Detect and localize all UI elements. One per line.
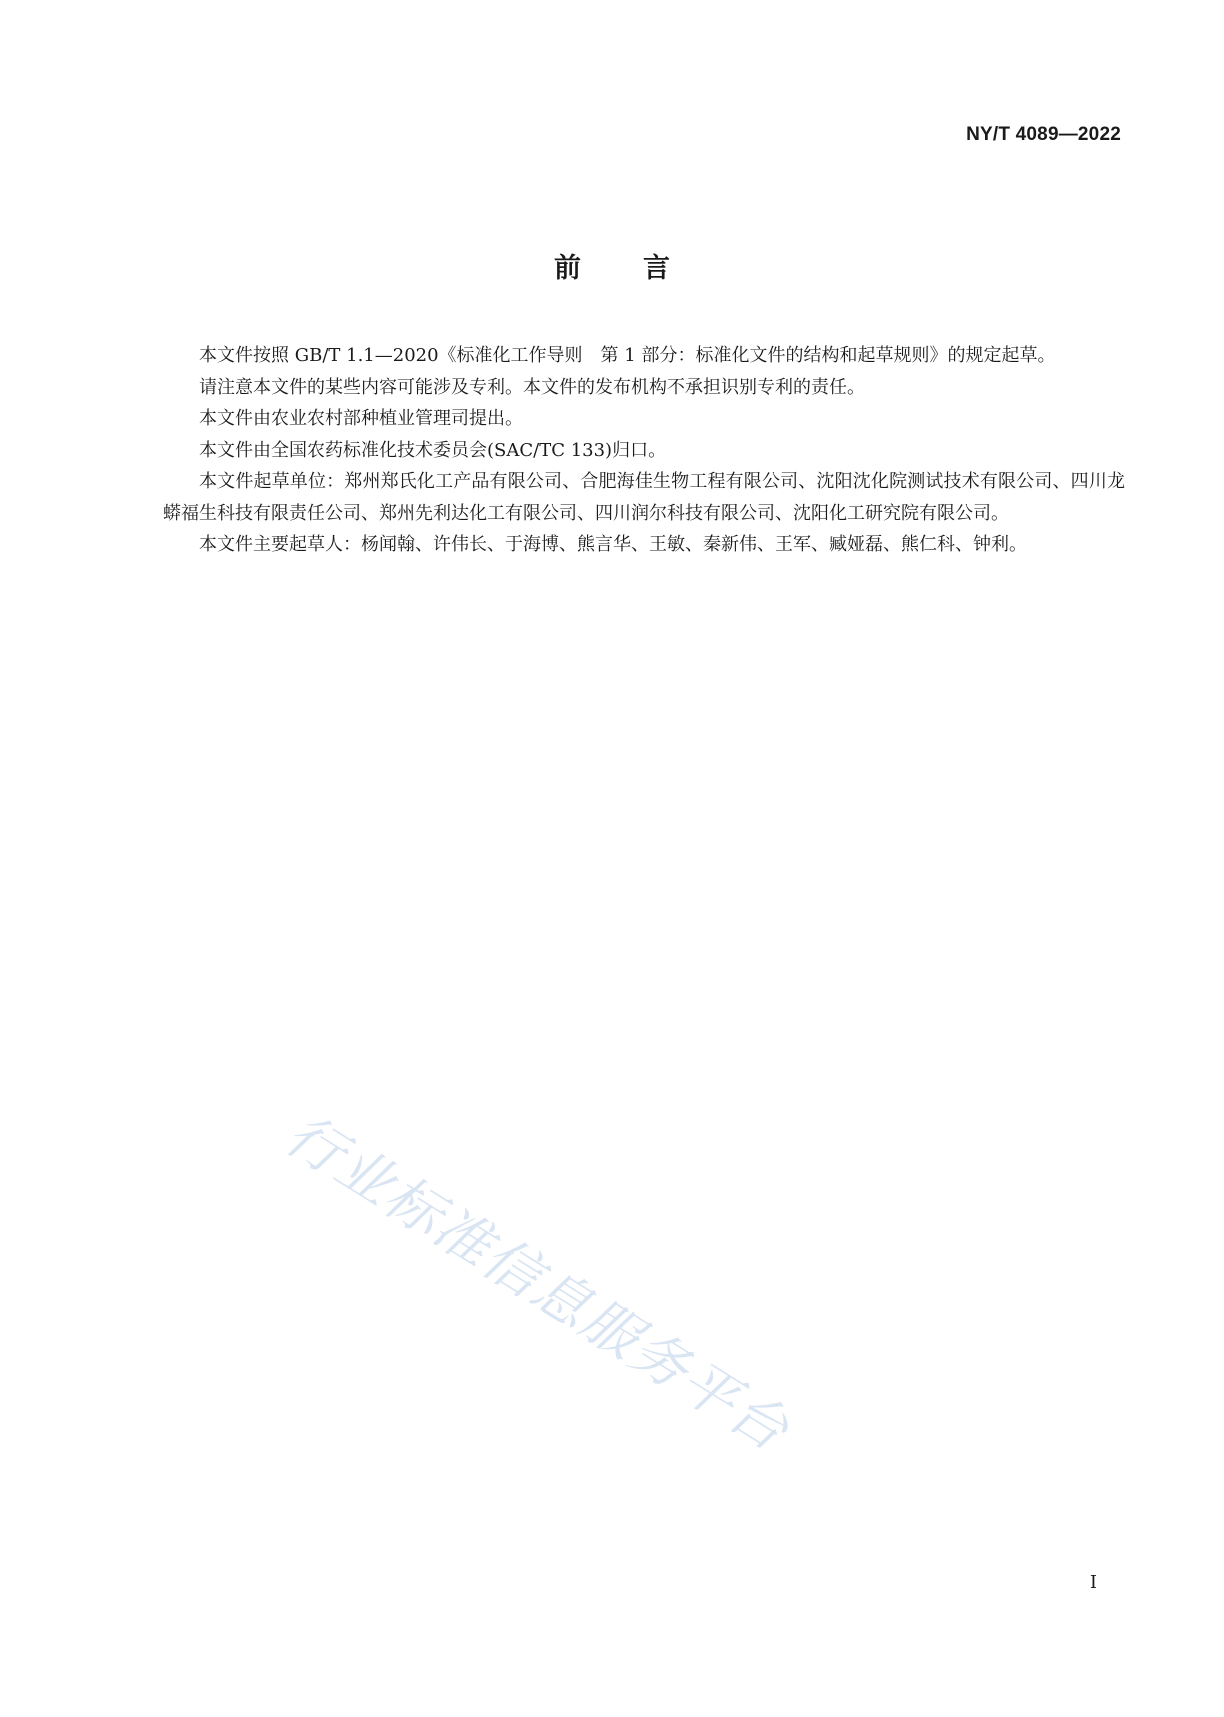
paragraph-proposer: 本文件由农业农村部种植业管理司提出。 [199,408,523,429]
paragraph-technical-committee: 本文件由全国农药标准化技术委员会(SAC/TC 133)归口。 [199,439,667,461]
paragraph-drafters: 本文件主要起草人：杨闻翰、许伟长、于海博、熊言华、王敏、秦新伟、王军、臧娅磊、熊仁科、钟利。 [199,534,1027,555]
paragraph-drafting-units: 本文件起草单位：郑州郑氏化工产品有限公司、合肥海佳生物工程有限公司、沈阳沈化院测试技术有限公司、四川龙蟒福生科技有限责任公司、郑州先利达化工有限公司、四川润尔科技有限公司、沈阳化工研究院有限公司。 [163,471,1125,524]
preface-body [163,340,1125,561]
standard-code: NY/T 4089—2022 [966,124,1121,145]
paragraph-drafting-rules: 本文件按照 GB/T 1.1—2020《标准化工作导则 第 1 部分：标准化文件的结构和起草规则》的规定起草。 [199,345,1056,366]
paragraph-patent-notice: 请注意本文件的某些内容可能涉及专利。本文件的发布机构不承担识别专利的责任。 [199,376,865,398]
watermark: 行业标准信息服务平台 [274,1102,801,1465]
page-number: I [1089,1572,1097,1593]
page-title: 前言 [554,253,732,284]
